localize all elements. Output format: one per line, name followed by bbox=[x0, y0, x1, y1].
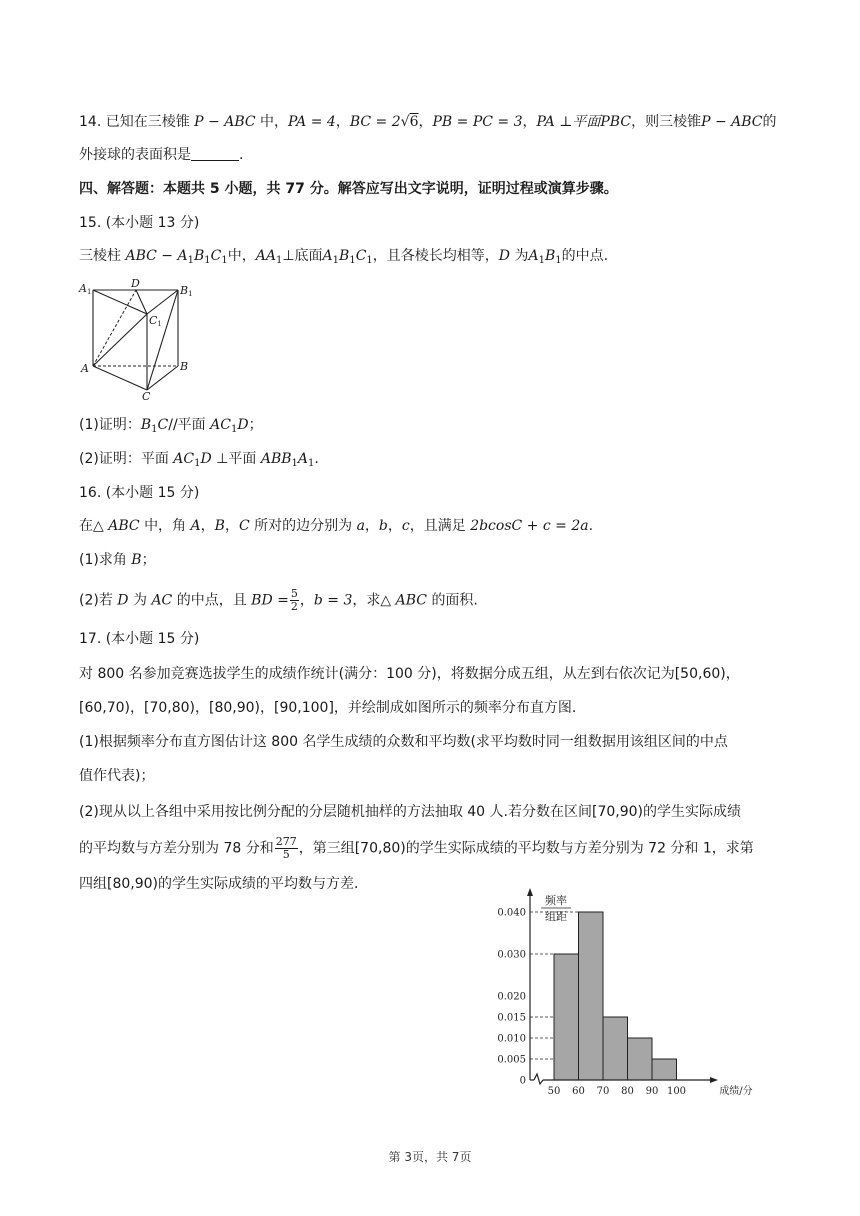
label-D: D bbox=[131, 278, 140, 290]
fraction-277-5: $\frac{277}{5}$ bbox=[275, 835, 297, 861]
q15-header: 15. (本小题 13 分) bbox=[79, 215, 200, 231]
x-tick-label: 90 bbox=[645, 1086, 659, 1097]
label-B: B bbox=[180, 360, 189, 373]
x-tick-label: 50 bbox=[547, 1086, 561, 1097]
histogram-bar bbox=[579, 912, 604, 1080]
q17-line-4: 值作代表)； bbox=[79, 768, 155, 784]
q16-header: 16. (本小题 15 分) bbox=[79, 485, 200, 501]
label-A: A bbox=[81, 362, 89, 375]
q16-part2: (2)若 D 为 AC 的中点，且 BD = $\frac{5}{2}$ ，b = 3，求△ ABC 的面积. bbox=[79, 587, 478, 613]
q16-part1: (1)求角 B； bbox=[79, 552, 156, 568]
y-tick-label: 0 bbox=[519, 1075, 526, 1087]
histogram-bar bbox=[628, 1038, 653, 1080]
x-axis-arrow bbox=[710, 1077, 718, 1083]
q15-stem: 三棱柱 ABC − $A_1B_1C_1$中，$AA_1\perp$底面$A_1B_1C_1$，且各棱长均相等，D 为$A_1B_1$的中点. bbox=[79, 248, 609, 266]
label-C: C bbox=[142, 390, 151, 400]
x-tick-label: 70 bbox=[596, 1086, 610, 1097]
y-tick-label: 0.015 bbox=[497, 1012, 526, 1024]
q16-stem: 在△ ABC 中，角 A，B，C 所对的边分别为 a，b，c，且满足 2bcosC + c = 2a. bbox=[79, 518, 594, 534]
y-axis-arrow bbox=[527, 888, 533, 896]
label-B1: B1 bbox=[180, 284, 193, 298]
q17-line-2: [60,70)，[70,80)，[80,90)，[90,100]，并绘制成如图所示的频率分布直方图. bbox=[79, 700, 577, 716]
histogram-bar bbox=[554, 954, 579, 1080]
x-tick-label: 80 bbox=[621, 1086, 634, 1097]
sqrt-sign: √ bbox=[400, 114, 410, 130]
q14-line-2: 外接球的表面积是 . bbox=[79, 147, 244, 163]
q17-line-5: (2)现从以上各组中采用按比例分配的分层随机抽样的方法抽取 40 人.若分数在区间[70,90)的学生实际成绩 bbox=[79, 804, 741, 820]
y-label-top: 频率 bbox=[545, 894, 567, 907]
page-footer: 第 3页，共 7页 bbox=[388, 1150, 472, 1164]
q17-line-1: 对 800 名参加竞赛选拔学生的成绩作统计(满分：100 分)，将数据分成五组，从左到右依次记为[50,60)， bbox=[79, 666, 740, 682]
y-label-bottom: 组距 bbox=[545, 910, 567, 923]
histogram-bar bbox=[603, 1017, 628, 1080]
frequency-histogram bbox=[492, 888, 772, 1108]
histogram-bar bbox=[652, 1059, 677, 1080]
axis-break bbox=[534, 1074, 543, 1084]
section-heading: 四、解答题：本题共 5 小题，共 77 分。解答应写出文字说明，证明过程或演算步骤。 bbox=[79, 181, 618, 197]
label-A1: A1 bbox=[79, 282, 92, 296]
y-tick-label: 0.020 bbox=[497, 991, 526, 1003]
y-tick-label: 0.005 bbox=[497, 1054, 526, 1066]
x-axis-label: 成绩/分 bbox=[719, 1086, 753, 1097]
label-C1: C1 bbox=[149, 314, 162, 328]
x-tick-label: 100 bbox=[666, 1086, 687, 1097]
q15-part2: (2)证明：平面 $AC_1D$ ⊥平面 $ABB_1A_1$. bbox=[79, 451, 319, 469]
y-tick-label: 0.040 bbox=[497, 907, 526, 919]
y-tick-label: 0.030 bbox=[497, 949, 526, 961]
answer-blank bbox=[191, 146, 239, 161]
prism-figure bbox=[76, 278, 196, 400]
y-tick-label: 0.010 bbox=[497, 1033, 526, 1045]
q17-line-6: 的平均数与方差分别为 78 分和 $\frac{277}{5}$ ，第三组[70,80)的学生实际成绩的平均数与方差分别为 72 分和 1，求第 bbox=[79, 835, 754, 861]
q14-line-1: 14. 已知在三棱锥 P − ABC 中，PA = 4，BC = 2√6，PB = PC = 3，PA ⊥平面PBC，则三棱锥P − ABC的 bbox=[79, 114, 777, 130]
x-tick-label: 60 bbox=[572, 1086, 585, 1097]
q15-part1: (1)证明：$B_1C//$平面 $AC_1D$； bbox=[79, 417, 263, 435]
q17-line-3: (1)根据频率分布直方图估计这 800 名学生成绩的众数和平均数(求平均数时同一组数据用该组区间的中点 bbox=[79, 734, 728, 750]
q17-header: 17. (本小题 15 分) bbox=[79, 631, 200, 647]
q17-line-7: 四组[80,90)的学生实际成绩的平均数与方差. bbox=[79, 876, 359, 892]
fraction-5-2: $\frac{5}{2}$ bbox=[290, 587, 298, 613]
